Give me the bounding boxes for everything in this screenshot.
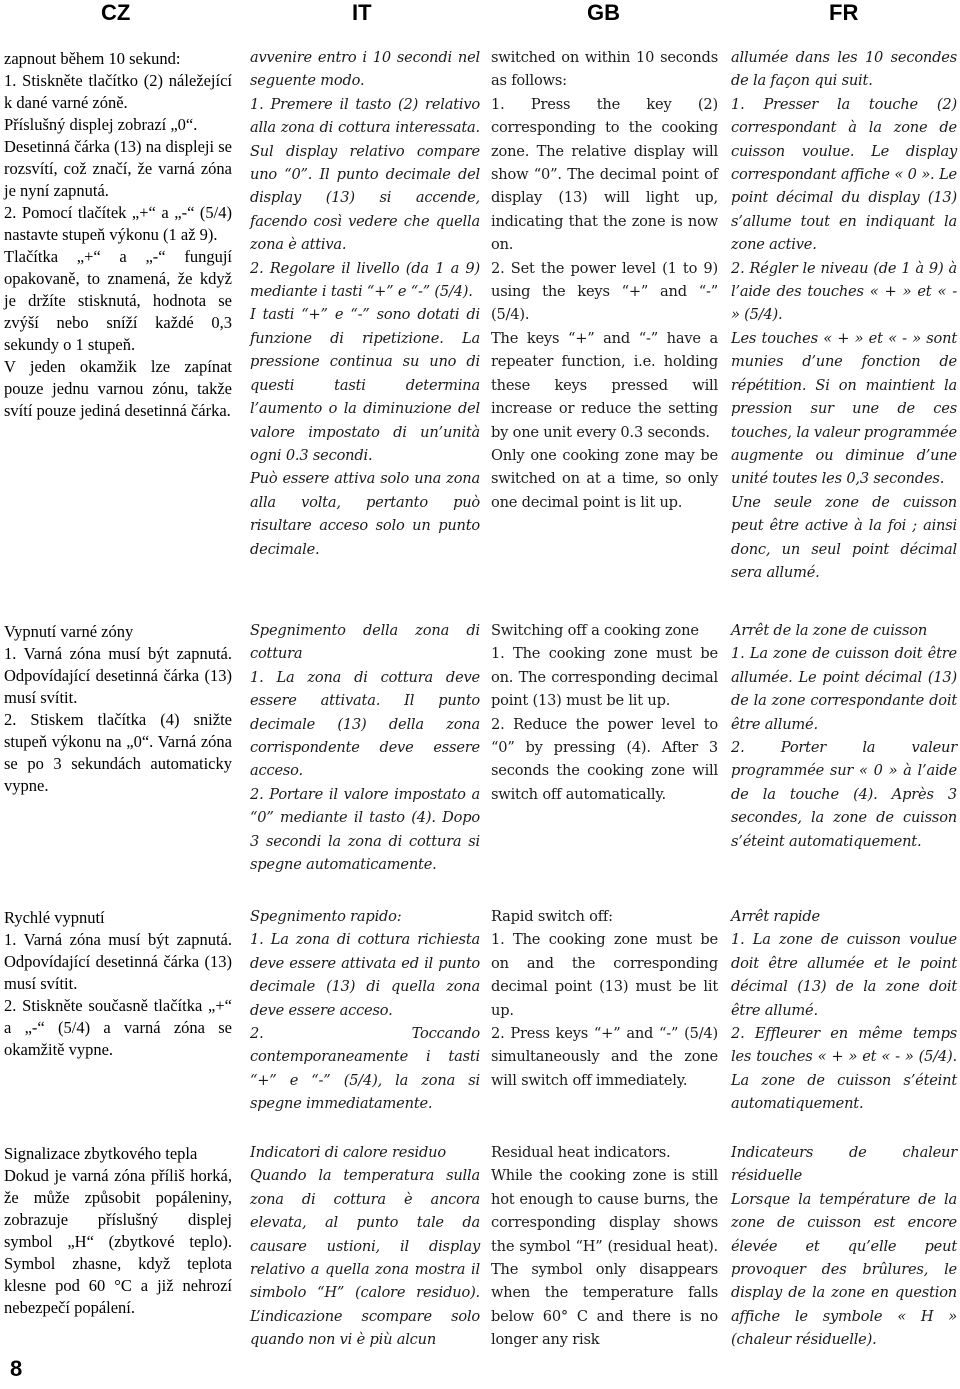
section-rapid-off-cz [4, 907, 232, 1061]
header-it: IT [352, 0, 372, 25]
paragraph: Lorsque la température de la zone de cuisson est encore élevée et qu’elle peut provoquer des brûlures, le display de la zone en question affiche le symbole « H » (chaleur résiduelle). [731, 1190, 957, 1349]
paragraph: 1. Varná zóna musí být zapnutá. Odpovídající desetinná čárka (13) musí svítit. [4, 930, 232, 993]
section-residual-heat-fr [731, 1141, 957, 1352]
paragraph: 2. Effleurer en même temps les touches « + » et « - » (5/4). La zone de cuisson s’éteint automatiquement. [731, 1025, 957, 1113]
section-switch-on-fr [731, 46, 957, 584]
paragraph: Dokud je varná zóna příliš horká, že může způsobit popáleniny, zobrazuje příslušný displej symbol „H“ (zbytkové teplo). Symbol zhasne, když teplota klesne pod 60 °C a již nehrozí nebezpečí popálení. [4, 1166, 232, 1317]
paragraph: I tasti “+” e “-” sono dotati di funzione di ripetizione. La pressione continua su uno di questi tasti determina l’aumento o la diminuzione del valore impostato di un’unità ogni 0.3 secondi. [250, 306, 480, 464]
paragraph: 2. Reduce the power level to “0” by pressing (4). After 3 seconds the cooking zone will switch off automatically. [491, 715, 718, 803]
header-cz: CZ [101, 0, 131, 25]
section-heading: Signalizace zbytkového tepla [4, 1144, 198, 1163]
section-heading: Indicatori di calore residuo [250, 1144, 446, 1161]
paragraph: 2. Portare il valore impostato a “0” mediante il tasto (4). Dopo 3 secondi la zona di cottura si spegne automaticamente. [250, 785, 480, 874]
section-switch-off-cz [4, 621, 232, 797]
paragraph: allumée dans les 10 secondes de la façon qui suit. [731, 49, 957, 90]
paragraph: While the cooking zone is still hot enough to cause burns, the corresponding display shows the symbol “H” (residual heat). The symbol only disappears when the temperature falls below 60° C and there is no longer any risk [491, 1167, 718, 1349]
section-heading: Indicateurs de chaleur résiduelle [731, 1144, 957, 1185]
paragraph: 1. La zona di cottura richiesta deve essere attivata ed il punto decimale (13) di quella zona deve essere acceso. [250, 931, 480, 1019]
section-heading: Vypnutí varné zóny [4, 622, 134, 641]
section-switch-on-it [250, 46, 480, 561]
paragraph: 1. Press the key (2) corresponding to the cooking zone. The relative display will show “0”. The decimal point of display (13) will light up, indicating that the zone is now on. [491, 95, 718, 254]
section-residual-heat-it [250, 1141, 480, 1352]
paragraph: 1. La zone de cuisson doit être allumée. Le point décimal (13) de la zone correspondante doit être allumé. [731, 645, 957, 733]
paragraph: 1. Presser la touche (2) correspondant à la zone de cuisson voulue. Le display correspondant affiche « 0 ». Le point décimal du display (13) s’allume tout en indiquant la zone active. [731, 95, 957, 254]
page-number: 8 [10, 1356, 23, 1381]
paragraph: 1. La zone de cuisson voulue doit être allumée et le point décimal (13) de la zone doit être allumé. [731, 931, 957, 1019]
paragraph: 2. Press keys “+” and “-” (5/4) simultaneously and the zone will switch off immediately. [491, 1025, 718, 1089]
section-heading: Arrêt de la zone de cuisson [731, 622, 928, 639]
paragraph: Une seule zone de cuisson peut être active à la foi ; ainsi donc, un seul point décimal sera allumé. [731, 493, 957, 581]
paragraph: 2. Set the power level (1 to 9) using the keys “+” and “-” (5/4). [491, 259, 718, 324]
section-switch-on-gb [491, 46, 718, 514]
paragraph: zapnout během 10 sekund: [4, 49, 181, 68]
paragraph: Quando la temperatura sulla zona di cottura è ancora elevata, al punto tale da causare ustioni, il display relativo a quella zona mostra il simbolo “H” (calore residuo). L’indicazione scompare solo quando non vi è più alcun [250, 1167, 480, 1349]
paragraph: switched on within 10 seconds as follows: [491, 49, 718, 90]
paragraph: 1. Premere il tasto (2) relativo alla zona di cottura interessata. Sul display relativo compare uno “0”. Il punto decimale del display (13) si accende, facendo così vedere che quella zona è attiva. [250, 95, 480, 254]
paragraph: 1. La zona di cottura deve essere attivata. Il punto decimale (13) della zona corrispondente deve essere acceso. [250, 668, 480, 780]
section-residual-heat-gb [491, 1141, 718, 1352]
paragraph: avvenire entro i 10 secondi nel seguente modo. [250, 49, 480, 90]
paragraph: Può essere attiva solo una zona alla volta, pertanto può risultare acceso solo un punto decimale. [250, 470, 480, 558]
paragraph: 2. Regolare il livello (da 1 a 9) mediante i tasti “+” e “-” (5/4). [250, 259, 480, 301]
paragraph: 1. Stiskněte tlačítko (2) náležející k dané varné zóně. [4, 71, 232, 112]
paragraph: 2. Régler le niveau (de 1 à 9) à l’aide des touches « + » et « - » (5/4). [731, 259, 957, 324]
section-switch-off-fr [731, 619, 957, 853]
paragraph: 2. Stiskem tlačítka (4) snižte stupeň výkonu na „0“. Varná zóna se po 3 sekundách automaticky vypne. [4, 710, 232, 795]
section-rapid-off-it [250, 905, 480, 1116]
paragraph: 1. The cooking zone must be on. The corresponding decimal point (13) must be lit up. [491, 645, 718, 710]
section-heading: Rapid switch off: [491, 908, 613, 925]
section-switch-on-cz [4, 48, 232, 422]
section-rapid-off-fr [731, 905, 957, 1116]
section-heading: Residual heat indicators. [491, 1144, 671, 1161]
section-switch-off-gb [491, 619, 718, 806]
header-gb: GB [587, 0, 620, 25]
section-heading: Arrêt rapide [731, 908, 820, 925]
paragraph: Les touches « + » et « - » sont munies d’une fonction de répétition. Si on maintient la pression sur une de ces touches, la valeur programmée augmente ou diminue d’une unité toutes les 0,3 secondes. [731, 329, 957, 488]
section-heading: Switching off a cooking zone [491, 622, 699, 639]
paragraph: 2. Stiskněte současně tlačítka „+“ a „-“ (5/4) a varná zóna se okamžitě vypne. [4, 996, 232, 1059]
paragraph: V jeden okamžik lze zapínat pouze jednu varnou zónu, takže svítí pouze jediná desetinná čárka. [4, 357, 232, 420]
paragraph: 1. Varná zóna musí být zapnutá. Odpovídající desetinná čárka (13) musí svítit. [4, 644, 232, 707]
paragraph: Příslušný displej zobrazí „0“. [4, 115, 198, 134]
section-switch-off-it [250, 619, 480, 876]
paragraph: 1. The cooking zone must be on and the corresponding decimal point (13) must be lit up. [491, 931, 718, 1019]
paragraph: Only one cooking zone may be switched on at a time, so only one decimal point is lit up. [491, 446, 718, 511]
paragraph: Desetinná čárka (13) na displeji se rozsvítí, což značí, že varná zóna je nyní zapnutá. [4, 137, 232, 200]
section-heading: Spegnimento della zona di cottura [250, 622, 480, 663]
paragraph: 2. Pomocí tlačítek „+“ a „-“ (5/4) nastavte stupeň výkonu (1 až 9). [4, 203, 232, 244]
section-heading: Rychlé vypnutí [4, 908, 105, 927]
paragraph: Tlačítka „+“ a „-“ fungují opakovaně, to znamená, že když je držíte stisknutá, hodnota se zvýší nebo sníží každé 0,3 sekundy o 1 stupeň. [4, 247, 232, 354]
section-rapid-off-gb [491, 905, 718, 1092]
header-fr: FR [829, 0, 859, 25]
paragraph: 2. Porter la valeur programmée sur « 0 » à l’aide de la touche (4). Après 3 secondes, la zone de cuisson s’éteint automatiquement. [731, 739, 957, 850]
section-residual-heat-cz [4, 1143, 232, 1319]
paragraph: The keys “+” and “-” have a repeater function, i.e. holding these keys pressed will increase or reduce the setting by one unit every 0.3 seconds. [491, 329, 718, 441]
section-heading: Spegnimento rapido: [250, 908, 402, 925]
paragraph: 2. Toccando contemporaneamente i tasti “+” e “-” (5/4), la zona si spegne immediatamente. [250, 1025, 480, 1113]
